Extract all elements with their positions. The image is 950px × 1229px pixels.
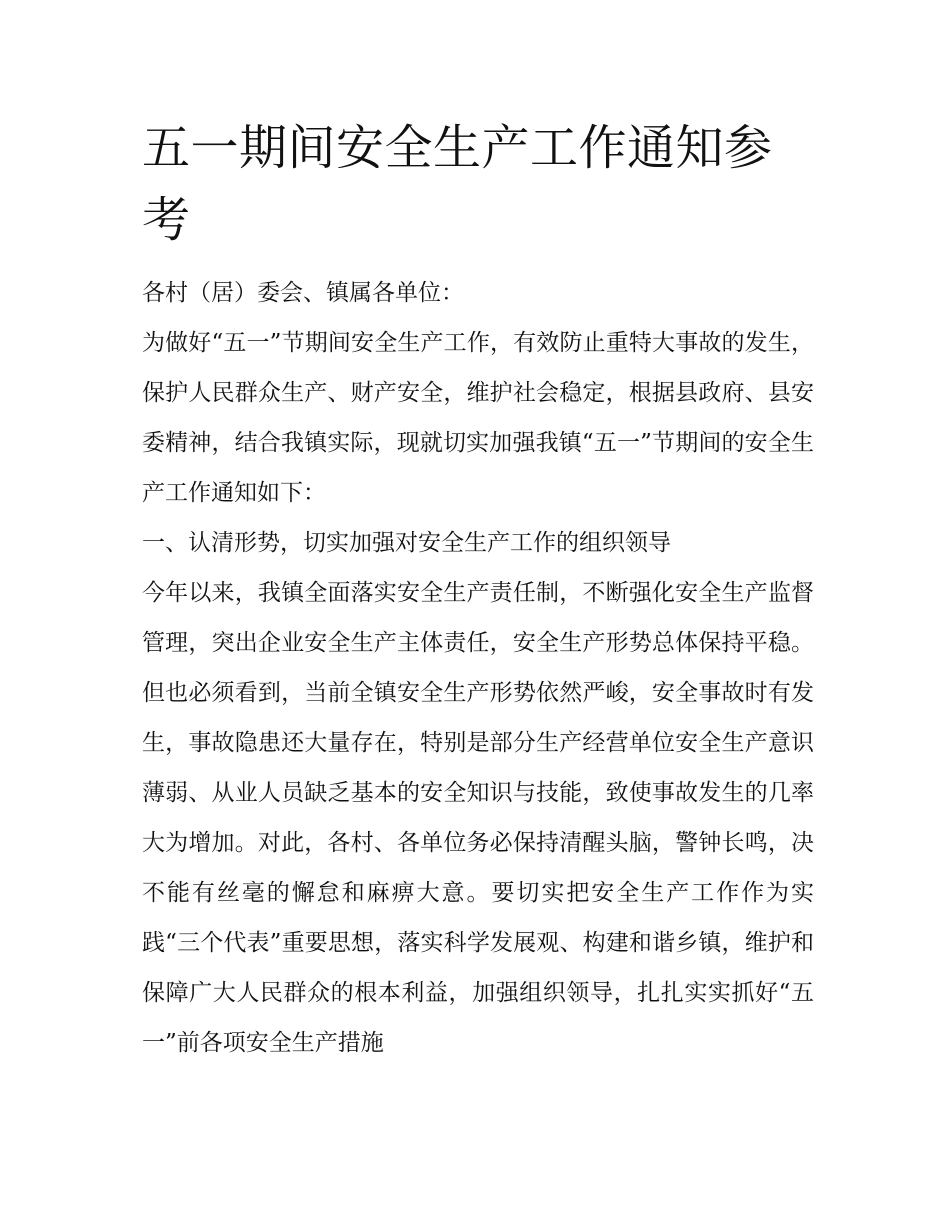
document-title: 五一期间安全生产工作通知参考 — [142, 120, 773, 248]
section-heading-1: 一、认清形势，切实加强对安全生产工作的组织领导 — [142, 530, 671, 556]
paragraph-section-1: 今年以来，我镇全面落实安全生产责任制，不断强化安全生产监督管理，突出企业安全生产主体责任，安全生产形势总体保持平稳。但也必须看到，当前全镇安全生产形势依然严峻，安全事故时有发生，事故隐患还大量存在，特别是部分生产经营单位安全生产意识薄弱、从业人员缺乏基本的安全知识与技能，致使事故发生的几率大为增加。对此，各村、各单位务必保持清醒头脑，警钟长鸣，决不能有丝毫的懈怠和麻痹大意。要切实把安全生产工作作为实践“三个代表”重要思想，落实科学发展观、构建和谐乡镇，维护和保障广大人民群众的根本利益，加强组织领导，扎扎实实抓好“五一”前各项安全生产措施 — [142, 580, 814, 1056]
paragraph-intro: 为做好“五一”节期间安全生产工作，有效防止重特大事故的发生，保护人民群众生产、财产安全，维护社会稳定，根据县政府、县安委精神，结合我镇实际，现就切实加强我镇“五一”节期间的安全生产工作通知如下： — [142, 330, 814, 506]
salutation: 各村（居）委会、镇属各单位： — [142, 280, 464, 306]
document-body — [142, 112, 814, 1068]
